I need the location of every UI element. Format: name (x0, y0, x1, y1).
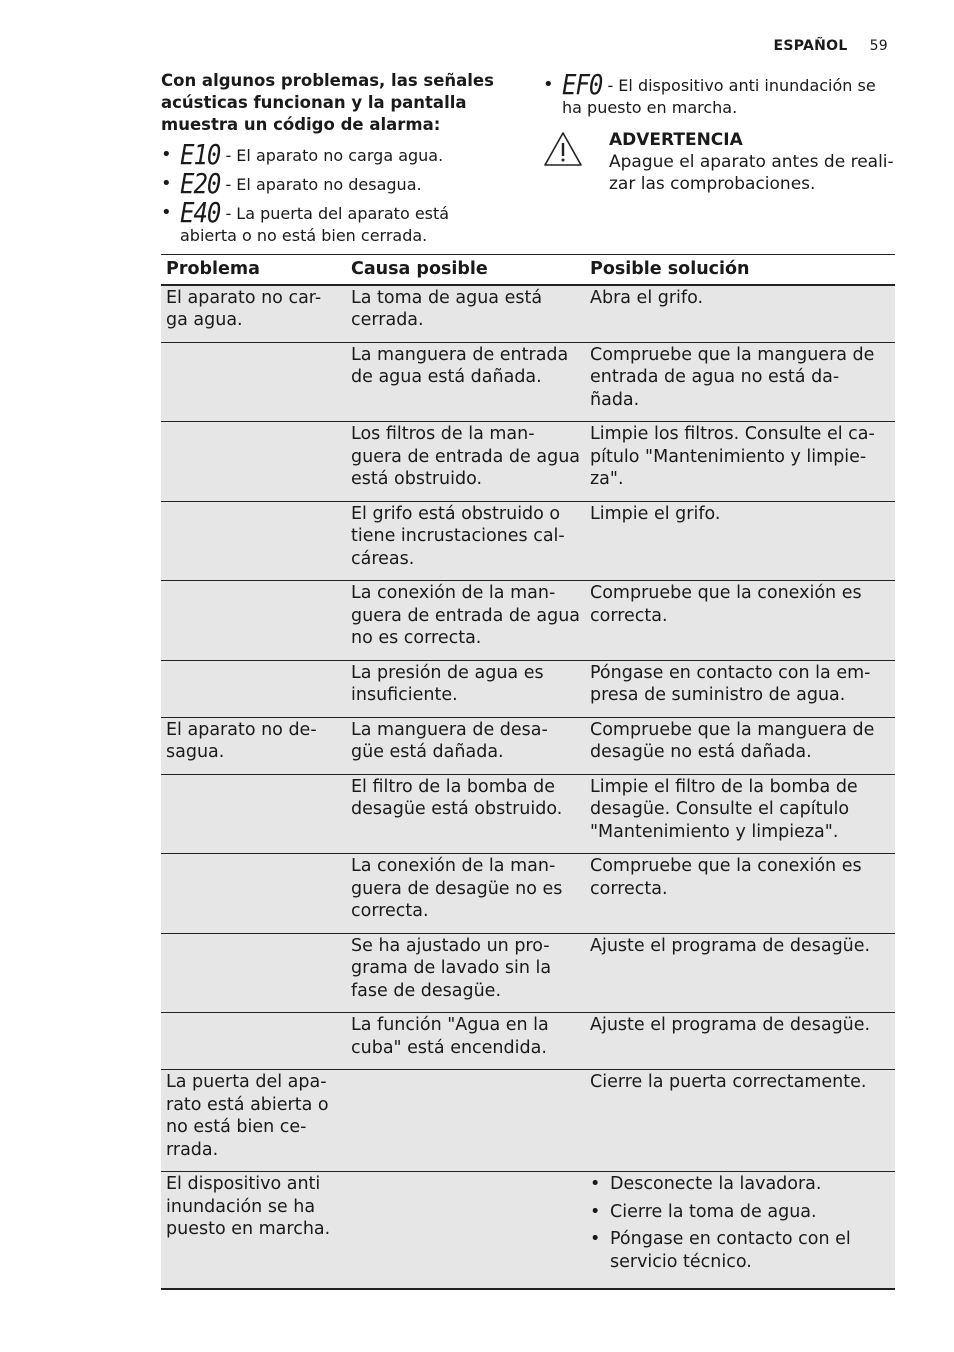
problem-cell: La puerta del apa- rato está abierta o no está bien ce- rrada. (161, 1070, 346, 1172)
cause-cell: La conexión de la man- guera de desagüe no es correcta. (346, 854, 585, 934)
solution-cell: Ajuste el programa de desagüe. (585, 933, 895, 1013)
solution-cell: Limpie el filtro de la bomba de desagüe. Consulte el capítulo "Mantenimiento y limpieza". (585, 774, 895, 854)
problem-cell (161, 660, 346, 717)
table-row (161, 933, 895, 1013)
problem-cell: El aparato no de- sagua. (161, 717, 346, 774)
problem-cell (161, 581, 346, 661)
solution-cell: Abra el grifo. (585, 285, 895, 343)
column-header: Problema (161, 255, 346, 285)
solution-cell: Limpie los filtros. Consulte el ca- pítulo "Mantenimiento y limpie- za". (585, 422, 895, 502)
solution-cell: Compruebe que la manguera de desagüe no está dañada. (585, 717, 895, 774)
table-row (161, 285, 895, 343)
warning-title: ADVERTENCIA (609, 130, 743, 150)
cause-cell (346, 1172, 585, 1290)
alarm-codes-right (543, 68, 895, 195)
alarm-description: - El aparato no desagua. (220, 175, 422, 194)
warning-box (543, 129, 895, 195)
solution-cell: Compruebe que la conexión es correcta. (585, 581, 895, 661)
table-row (161, 501, 895, 581)
cause-cell: La presión de agua es insuficiente. (346, 660, 585, 717)
solution-cell: Compruebe que la manguera de entrada de agua no está da- ñada. (585, 342, 895, 422)
table-row (161, 774, 895, 854)
table-row (161, 717, 895, 774)
problem-cell (161, 774, 346, 854)
intro-text: Con algunos problemas, las señales acústicas funcionan y la pantalla muestra un código de alarma: (161, 71, 494, 134)
table-row (161, 342, 895, 422)
alarm-codes-left (161, 70, 501, 253)
bullet-icon: • (161, 173, 172, 194)
table-row (161, 422, 895, 502)
solution-cell: Cierre la puerta correctamente. (585, 1070, 895, 1172)
solution-cell: Póngase en contacto con la em- presa de suministro de agua. (585, 660, 895, 717)
problem-cell (161, 342, 346, 422)
problem-cell (161, 854, 346, 934)
cause-cell: La manguera de desa- güe está dañada. (346, 717, 585, 774)
cause-cell: La manguera de entrada de agua está dañada. (346, 342, 585, 422)
cause-cell: Los filtros de la man- guera de entrada de agua está obstruido. (346, 422, 585, 502)
problem-cell: El aparato no car- ga agua. (161, 285, 346, 343)
problem-cell (161, 422, 346, 502)
list-item: • Cierre la toma de agua. (590, 1201, 890, 1224)
warning-text: Apague el aparato antes de reali- zar las comprobaciones. (609, 152, 894, 194)
alarm-code: E20 (180, 167, 221, 201)
section-title: ESPAÑOL (773, 38, 848, 54)
table-row (161, 1172, 895, 1290)
solution-cell: Compruebe que la conexión es correcta. (585, 854, 895, 934)
bullet-icon: • (543, 74, 554, 95)
bullet-icon: • (161, 202, 172, 223)
column-header: Causa posible (346, 255, 585, 285)
cause-cell: La conexión de la man- guera de entrada de agua no es correcta. (346, 581, 585, 661)
cause-cell: Se ha ajustado un pro- grama de lavado sin la fase de desagüe. (346, 933, 585, 1013)
warning-triangle-icon (543, 131, 583, 167)
table-row (161, 1070, 895, 1172)
alarm-item (161, 196, 501, 247)
problem-cell (161, 933, 346, 1013)
cause-cell: El grifo está obstruido o tiene incrustaciones cal- cáreas. (346, 501, 585, 581)
cause-cell: La función "Agua en la cuba" está encendida. (346, 1013, 585, 1070)
cause-cell (346, 1070, 585, 1172)
table-row (161, 660, 895, 717)
alarm-description: - El dispositivo anti inundación se ha puesto en marcha. (562, 76, 876, 117)
solution-list (590, 1173, 890, 1273)
cause-cell: La toma de agua está cerrada. (346, 285, 585, 343)
problem-cell (161, 1013, 346, 1070)
alarm-code: E40 (180, 196, 221, 230)
bullet-icon: • (161, 144, 172, 165)
alarm-description: - La puerta del aparato está abierta o no está bien cerrada. (180, 204, 450, 245)
list-item: • Póngase en contacto con el servicio técnico. (590, 1228, 890, 1273)
alarm-item (161, 167, 501, 201)
troubleshooting-table (161, 254, 895, 1290)
table-row (161, 581, 895, 661)
problem-cell (161, 501, 346, 581)
table-row (161, 854, 895, 934)
column-header: Posible solución (585, 255, 895, 285)
alarm-code: EF0 (562, 68, 603, 102)
alarm-item (543, 68, 895, 119)
page-number: 59 (869, 38, 888, 54)
table-header-row (161, 255, 895, 285)
alarm-description: - El aparato no carga agua. (220, 146, 444, 165)
solution-cell: Ajuste el programa de desagüe. (585, 1013, 895, 1070)
cause-cell: El filtro de la bomba de desagüe está obstruido. (346, 774, 585, 854)
page-header (773, 38, 888, 54)
alarm-code: E10 (180, 138, 221, 172)
problem-cell: El dispositivo anti inundación se ha puesto en marcha. (161, 1172, 346, 1290)
list-item: • Desconecte la lavadora. (590, 1173, 890, 1196)
alarm-item (161, 138, 501, 172)
solution-cell: Limpie el grifo. (585, 501, 895, 581)
table-row (161, 1013, 895, 1070)
solution-cell (585, 1172, 895, 1290)
